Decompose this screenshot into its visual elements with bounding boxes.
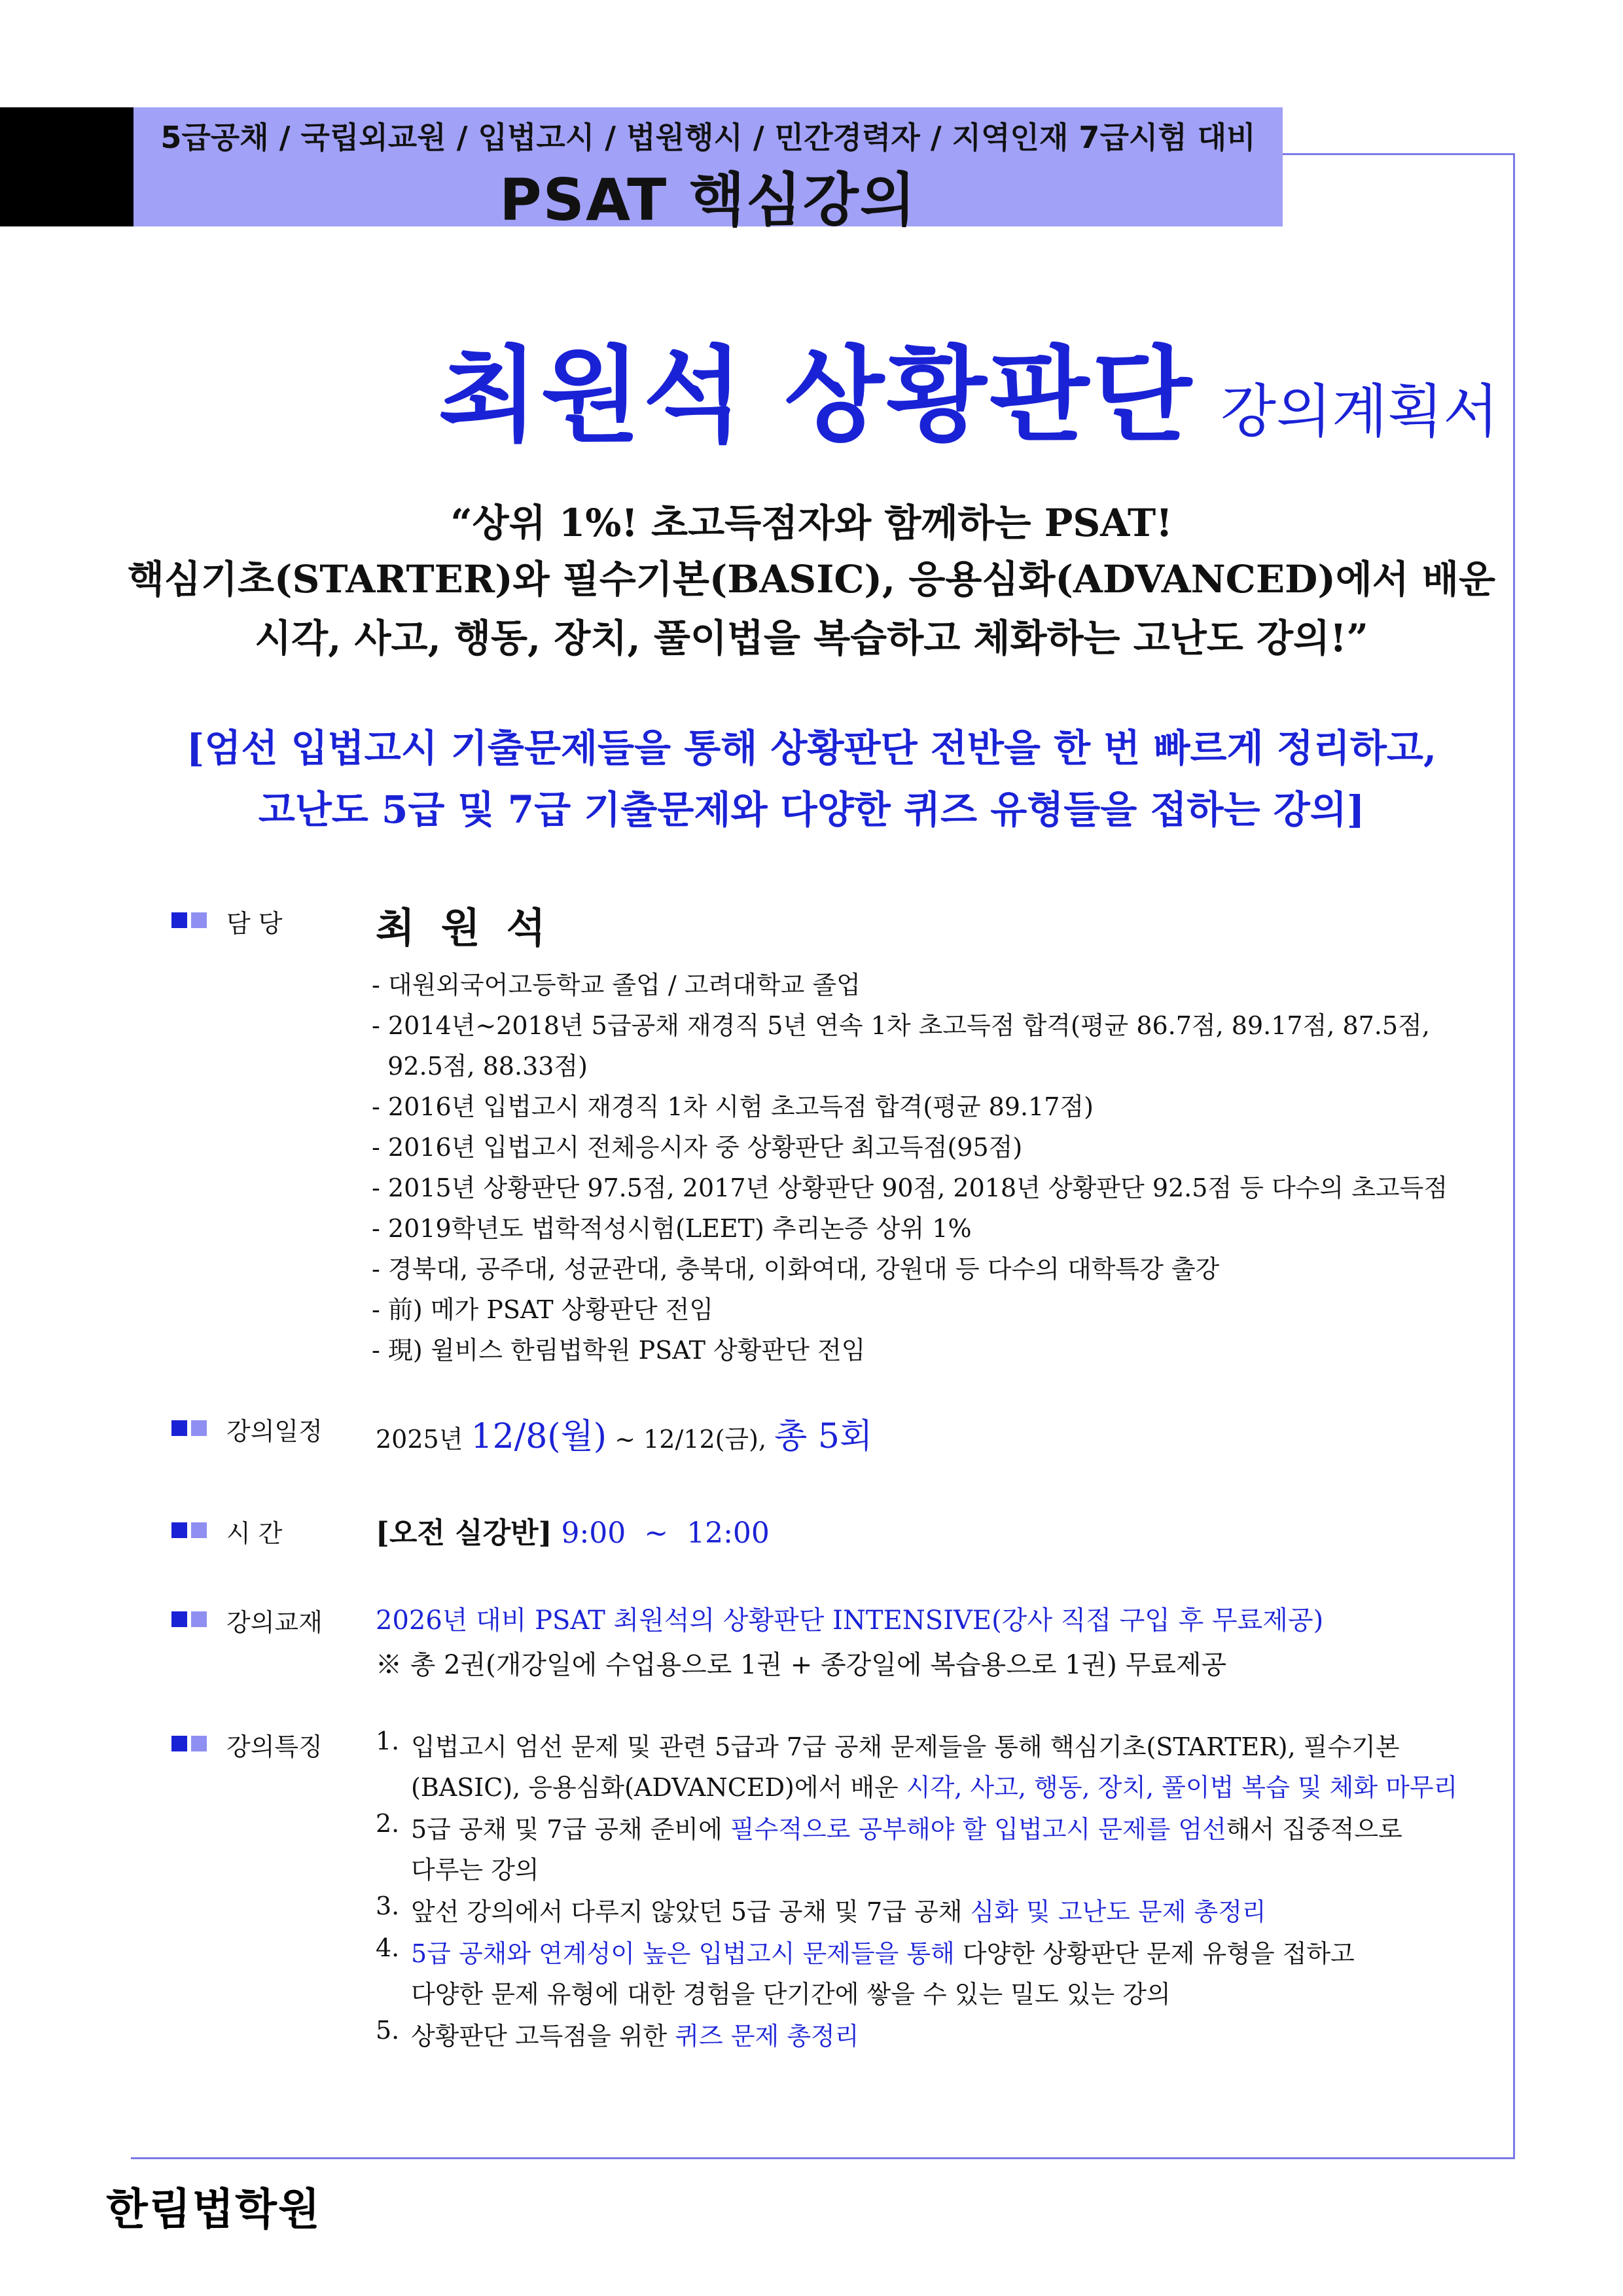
academy-logo: 한림법학원 — [106, 2184, 321, 2234]
feature-text-emphasis: 퀴즈 문제 총정리 — [675, 2022, 859, 2051]
teacher-name: 최원석 — [376, 904, 572, 952]
bullet-square-dark — [171, 912, 187, 928]
highlight-line-2: 고난도 5급 및 7급 기출문제와 다양한 퀴즈 유형들을 접하는 강의] — [258, 787, 1365, 832]
feature-text-plain: 해서 집중적으로 — [1226, 1815, 1402, 1844]
title-main: 최원석 상황판단 — [438, 336, 1194, 456]
feature-text-emphasis: 심화 및 고난도 문제 총정리 — [970, 1897, 1266, 1926]
bio-line: - 경북대, 공주대, 성균관대, 충북대, 이화여대, 강원대 등 다수의 대학특강 출강 — [372, 1255, 1220, 1283]
header-black-block — [0, 107, 134, 226]
schedule-total: 총 5회 — [774, 1417, 873, 1456]
bio-line: - 前) 메가 PSAT 상황판단 전임 — [372, 1295, 714, 1324]
feature-text — [411, 2016, 859, 2052]
bullet-square-light — [191, 1736, 207, 1751]
feature-number: 1. — [376, 1727, 400, 1755]
feature-number: 4. — [376, 1933, 400, 1962]
quote-line-2: 핵심기초(STARTER)와 필수기본(BASIC), 응용심화(ADVANCED)에서 배운 — [127, 557, 1496, 601]
feature-text-emphasis: 시각, 사고, 행동, 장치, 풀이법 복습 및 체화 마무리 — [906, 1773, 1458, 1802]
bullet-square-light — [191, 1420, 207, 1436]
page-title — [438, 313, 1499, 461]
schedule-value — [376, 1408, 872, 1458]
bullet-square-light — [191, 912, 207, 928]
feature-text — [411, 1767, 1457, 1803]
feature-number: 2. — [376, 1809, 400, 1838]
textbook-note: ※ 총 2권(개강일에 수업용으로 1권 + 종강일에 복습용으로 1권) 무료제공 — [376, 1650, 1227, 1680]
header-subtitle: 5급공채 / 국립외교원 / 입법고시 / 법원행시 / 민간경력자 / 지역인재 7급시험 대비 — [160, 120, 1256, 155]
feature-text-plain: 상황판단 고득점을 위한 — [411, 2022, 675, 2051]
features-label: 강의특징 — [226, 1732, 323, 1761]
header-title: PSAT 핵심강의 — [499, 166, 917, 234]
feature-text — [411, 1933, 1355, 1969]
textbook-title: 2026년 대비 PSAT 최원석의 상황판단 INTENSIVE(강사 직접 구입 후 무료제공) — [376, 1605, 1324, 1636]
bio-line: - 現) 윌비스 한림법학원 PSAT 상황판단 전임 — [372, 1336, 866, 1365]
feature-text: 입법고시 엄선 문제 및 관련 5급과 7급 공채 문제들을 통해 핵심기초(STARTER), 필수기본 — [411, 1732, 1400, 1761]
time-value — [376, 1509, 770, 1551]
quote-line-1: “상위 1%! 초고득점자와 함께하는 PSAT! — [450, 501, 1173, 545]
title-suffix: 강의계획서 — [1220, 378, 1499, 445]
teacher-label: 담 당 — [226, 909, 283, 938]
bio-line: - 대원외국어고등학교 졸업 / 고려대학교 졸업 — [372, 971, 861, 999]
feature-text: 다루는 강의 — [411, 1856, 539, 1884]
feature-number: 5. — [376, 2016, 400, 2045]
textbook-label: 강의교재 — [226, 1608, 323, 1637]
feature-text-plain: 앞선 강의에서 다루지 않았던 5급 공채 및 7급 공채 — [411, 1897, 971, 1926]
bullet-square-dark — [171, 1420, 187, 1436]
quote-line-3: 시각, 사고, 행동, 장치, 풀이법을 복습하고 체화하는 고난도 강의!” — [255, 616, 1368, 660]
bullet-square-light — [191, 1611, 207, 1627]
frame-right-line — [1513, 153, 1515, 2159]
feature-number: 3. — [376, 1892, 400, 1920]
frame-top-line — [1283, 153, 1514, 155]
time-class-type: [오전 실강반] — [376, 1516, 552, 1550]
feature-text: 다양한 문제 유형에 대한 경험을 단기간에 쌓을 수 있는 밀도 있는 강의 — [411, 1980, 1171, 2009]
schedule-start: 12/8(월) — [471, 1417, 607, 1456]
bullet-square-light — [191, 1522, 207, 1538]
feature-text — [411, 1809, 1402, 1845]
feature-text-emphasis: 5급 공채와 연계성이 높은 입법고시 문제들을 통해 — [411, 1939, 955, 1968]
highlight-line-1: [엄선 입법고시 기출문제들을 통해 상황판단 전반을 한 번 빠르게 정리하고, — [186, 726, 1437, 770]
feature-text — [411, 1892, 1266, 1928]
bio-line: - 2015년 상황판단 97.5점, 2017년 상황판단 90점, 2018년 상황판단 92.5점 등 다수의 초고득점 — [372, 1174, 1448, 1202]
header-band — [134, 107, 1283, 234]
schedule-year: 2025년 — [376, 1425, 463, 1454]
bio-line: - 2016년 입법고시 전체응시자 중 상황판단 최고득점(95점) — [372, 1133, 1023, 1162]
feature-text-plain: (BASIC), 응용심화(ADVANCED)에서 배운 — [411, 1773, 906, 1802]
feature-text-emphasis: 필수적으로 공부해야 할 입법고시 문제를 엄선 — [730, 1815, 1226, 1844]
time-hours: 9:00 ~ 12:00 — [561, 1516, 770, 1550]
schedule-label: 강의일정 — [226, 1417, 323, 1446]
bio-line: - 2014년~2018년 5급공채 재경직 5년 연속 1차 초고득점 합격(평균 86.7점, 89.17점, 87.5점, — [372, 1011, 1430, 1040]
bullet-square-dark — [171, 1611, 187, 1627]
bio-line: 92.5점, 88.33점) — [372, 1052, 588, 1081]
bullet-square-dark — [171, 1522, 187, 1538]
time-label: 시 간 — [226, 1519, 283, 1548]
frame-bottom-line — [131, 2157, 1515, 2159]
feature-text-plain: 5급 공채 및 7급 공채 준비에 — [411, 1815, 730, 1844]
bullet-square-dark — [171, 1736, 187, 1751]
schedule-end: 12/12(금), — [643, 1425, 767, 1454]
feature-text-plain: 다양한 상황판단 문제 유형을 접하고 — [954, 1939, 1355, 1968]
bio-line: - 2016년 입법고시 재경직 1차 시험 초고득점 합격(평균 89.17점) — [372, 1092, 1094, 1121]
schedule-tilde: ~ — [615, 1425, 636, 1454]
bio-line: - 2019학년도 법학적성시험(LEET) 추리논증 상위 1% — [372, 1214, 972, 1243]
